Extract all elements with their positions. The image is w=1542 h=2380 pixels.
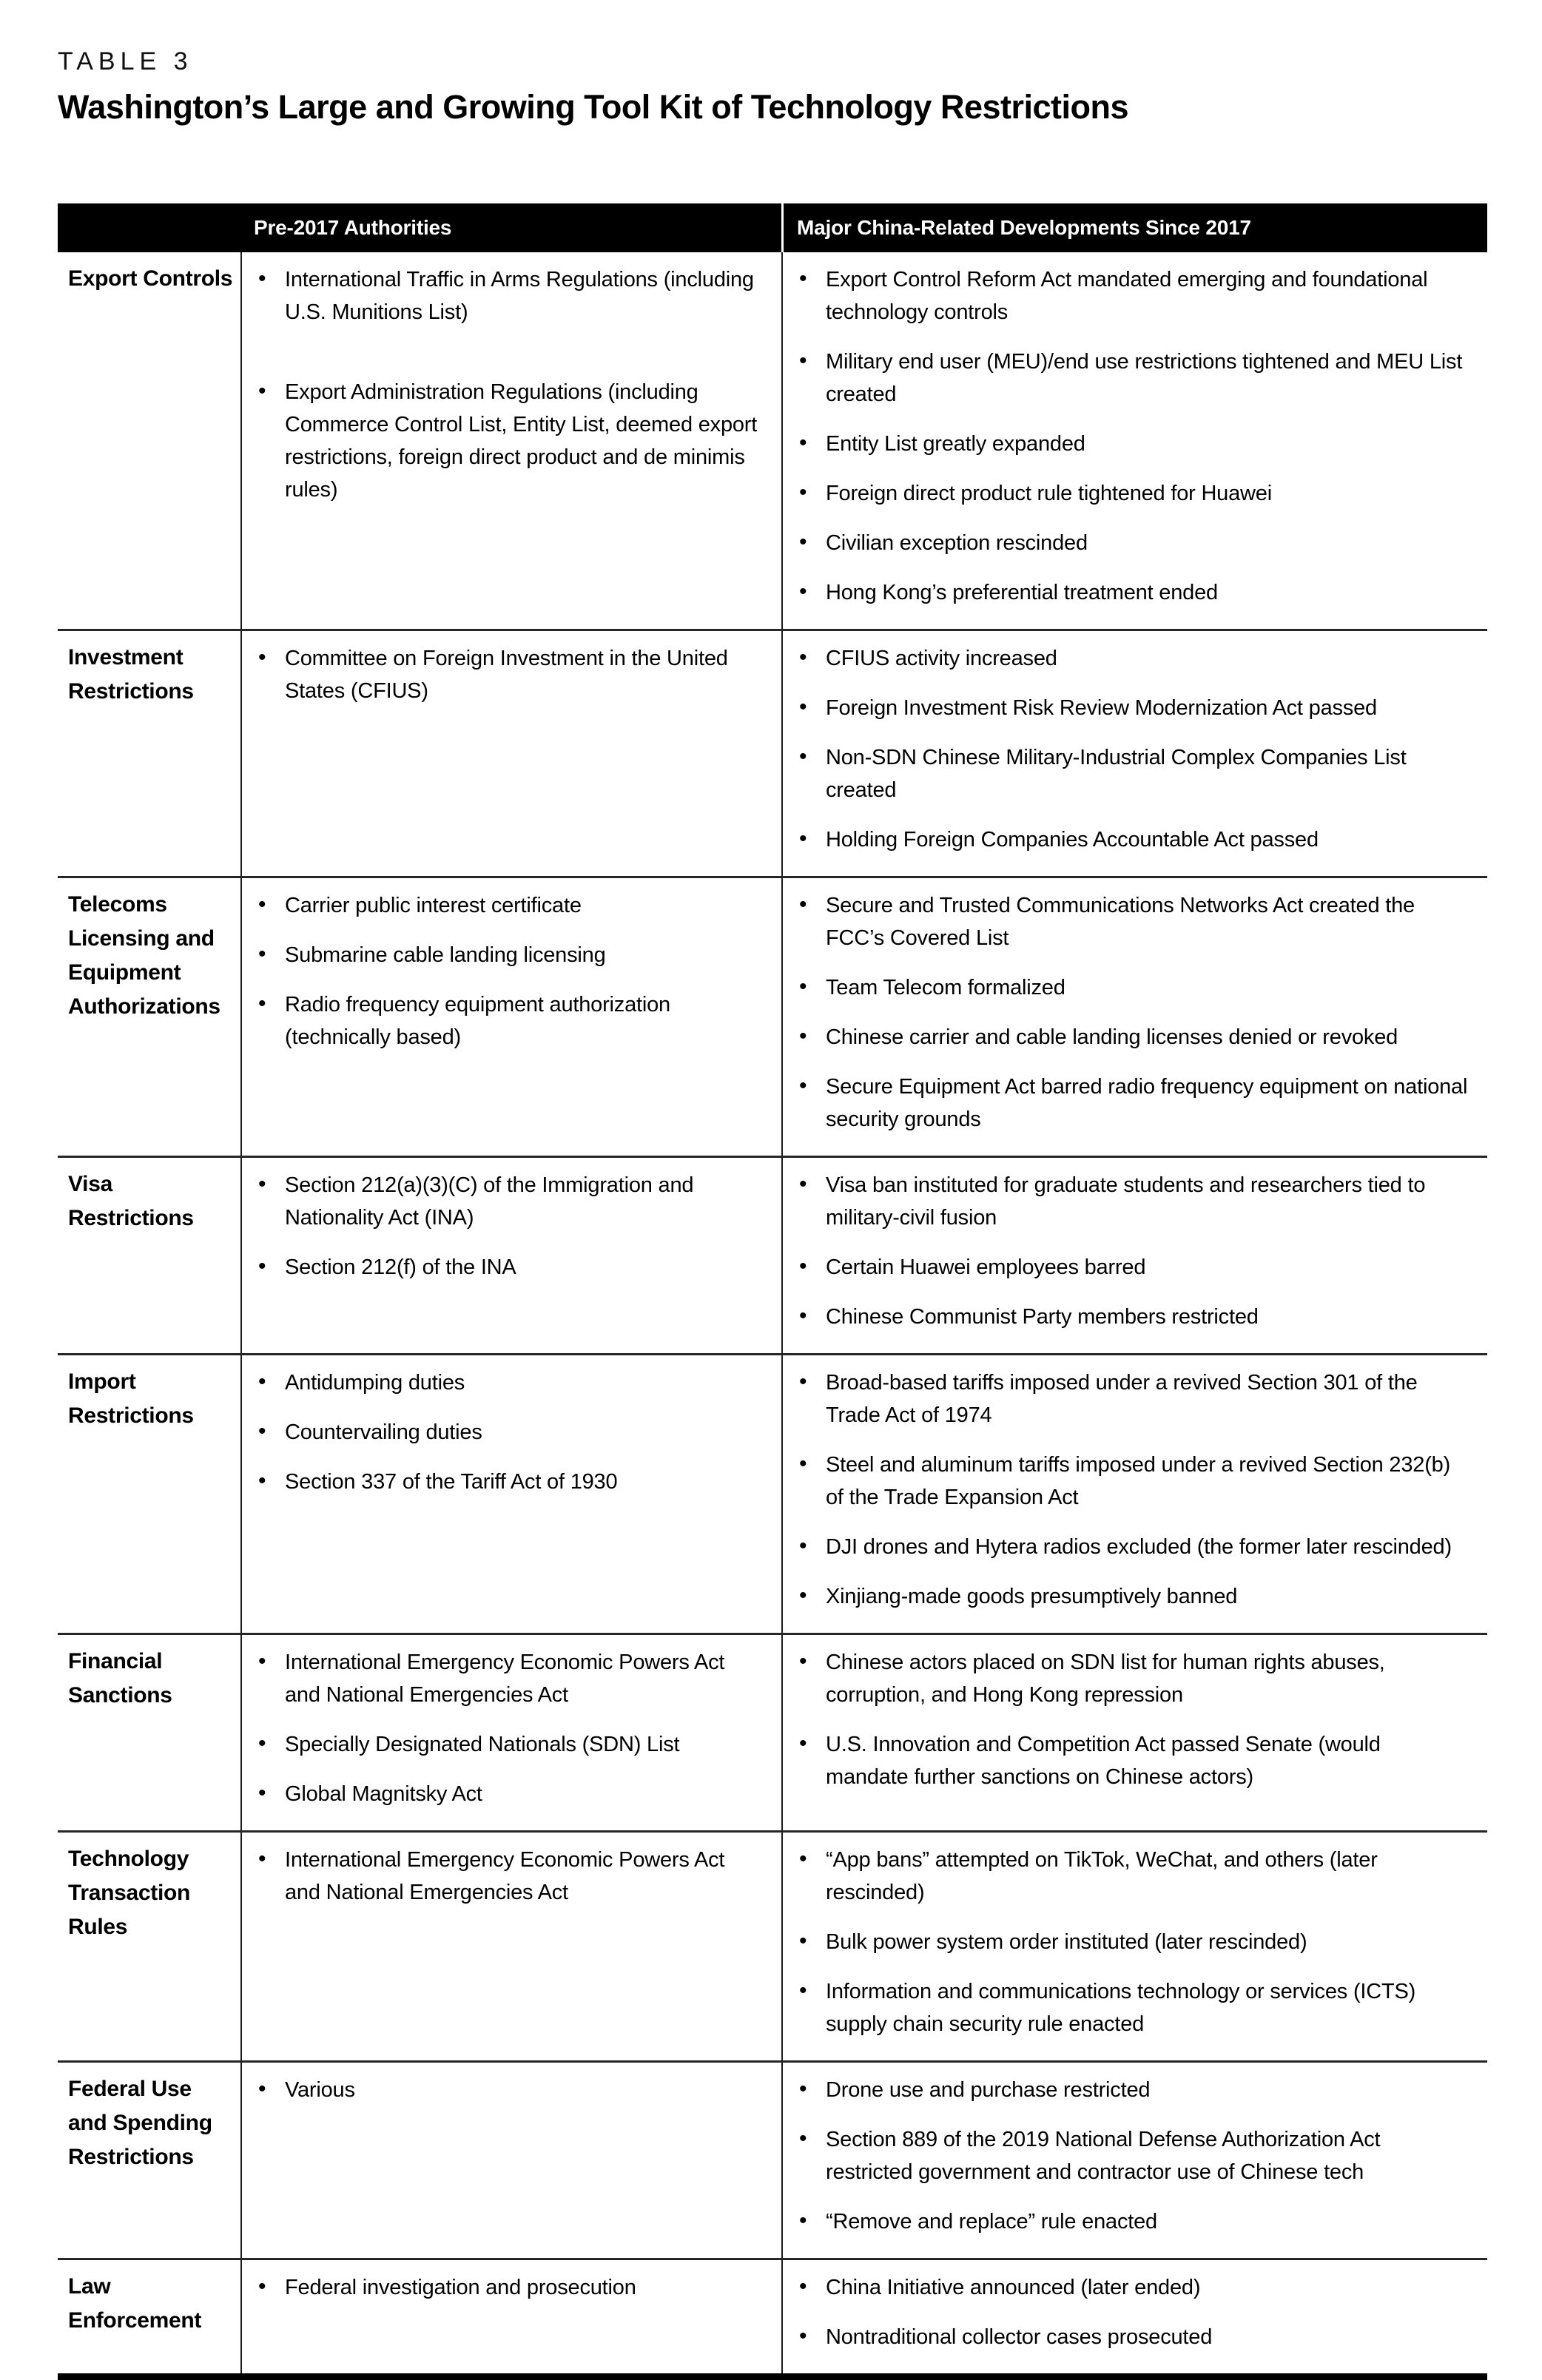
table-row	[58, 1633, 1487, 1830]
bullet-item: • “App bans” attempted on TikTok, WeChat, and others (later rescinded)	[783, 1844, 1468, 1909]
bullet-item: • Global Magnitsky Act	[242, 1778, 762, 1810]
since-2017-list	[781, 1355, 1487, 1633]
row-category: Law Enforcement	[68, 2274, 202, 2333]
bullet-item: • Chinese actors placed on SDN list for human rights abuses, corruption, and Hong Kong repression	[783, 1646, 1468, 1711]
pre-2017-list	[240, 2260, 781, 2373]
table-row	[58, 629, 1487, 876]
bullet-item: • Non-SDN Chinese Military-Industrial Complex Companies List created	[783, 741, 1468, 806]
bullet-item: • Secure Equipment Act barred radio frequency equipment on national security grounds	[783, 1071, 1468, 1136]
bullet-item: • Visa ban instituted for graduate students and researchers tied to military-civil fusion	[783, 1169, 1468, 1234]
bullet-item: • DJI drones and Hytera radios excluded (the former later rescinded)	[783, 1531, 1468, 1563]
pre-2017-list	[240, 1833, 781, 2060]
bullet-item: • Steel and aluminum tariffs imposed under a revived Section 232(b) of the Trade Expansion Act	[783, 1449, 1468, 1514]
bullet-item: • Carrier public interest certificate	[242, 889, 762, 922]
bullet-item: • Foreign Investment Risk Review Modernization Act passed	[783, 692, 1468, 724]
bullet-item: • Section 212(a)(3)(C) of the Immigration and Nationality Act (INA)	[242, 1169, 762, 1234]
pre-2017-list	[240, 252, 781, 629]
pre-2017-list	[240, 1635, 781, 1830]
restrictions-table	[58, 203, 1487, 2380]
row-category: Telecoms Licensing and Equipment Authorizations	[68, 892, 220, 1019]
row-category: Technology Transaction Rules	[68, 1847, 191, 1939]
bullet-item: • International Emergency Economic Powers Act and National Emergencies Act	[242, 1844, 762, 1909]
bullet-item: • Holding Foreign Companies Accountable Act passed	[783, 823, 1468, 856]
table-row	[58, 1830, 1487, 2060]
bullet-item: • Section 889 of the 2019 National Defense Authorization Act restricted government and contractor use of Chinese tech	[783, 2123, 1468, 2188]
bullet-item: • Chinese Communist Party members restricted	[783, 1301, 1468, 1333]
bullet-item: • Countervailing duties	[242, 1416, 762, 1449]
pre-2017-list	[240, 1158, 781, 1353]
row-category: Visa Restrictions	[68, 1172, 194, 1230]
bullet-item: • Specially Designated Nationals (SDN) List	[242, 1728, 762, 1761]
table-row	[58, 876, 1487, 1156]
bullet-item: • Federal investigation and prosecution	[242, 2271, 762, 2304]
bullet-item: • Foreign direct product rule tightened for Huawei	[783, 477, 1468, 510]
bullet-item: • Hong Kong’s preferential treatment ended	[783, 576, 1468, 609]
header-cell-pre-2017: Pre-2017 Authorities	[58, 203, 781, 252]
page-title: Washington’s Large and Growing Tool Kit of Technology Restrictions	[58, 88, 1129, 126]
bullet-item: • Nontraditional collector cases prosecuted	[783, 2321, 1468, 2353]
bullet-item: • Radio frequency equipment authorization (technically based)	[242, 988, 762, 1054]
bullet-item: • Export Administration Regulations (including Commerce Control List, Entity List, deemed export restrictions, foreign direct product and de minimis rules)	[242, 376, 762, 506]
bullet-item: • International Emergency Economic Powers Act and National Emergencies Act	[242, 1646, 762, 1711]
since-2017-list	[781, 1158, 1487, 1353]
bullet-item: • Information and communications technology or services (ICTS) supply chain security rule enacted	[783, 1975, 1468, 2040]
table-row	[58, 2060, 1487, 2258]
bullet-item: • Xinjiang-made goods presumptively banned	[783, 1580, 1468, 1613]
since-2017-list	[781, 252, 1487, 629]
table-row	[58, 1353, 1487, 1633]
table-row	[58, 252, 1487, 629]
since-2017-list	[781, 2063, 1487, 2258]
row-category: Investment Restrictions	[68, 645, 194, 704]
bullet-item: • Civilian exception rescinded	[783, 527, 1468, 559]
bullet-item: • China Initiative announced (later ended)	[783, 2271, 1468, 2304]
pre-2017-list	[240, 878, 781, 1156]
bullet-item: • Chinese carrier and cable landing licenses denied or revoked	[783, 1021, 1468, 1054]
since-2017-list	[781, 1635, 1487, 1830]
bullet-item: • International Traffic in Arms Regulations (including U.S. Munitions List)	[242, 263, 762, 328]
bullet-item: • Export Control Reform Act mandated emerging and foundational technology controls	[783, 263, 1468, 328]
header-cell-since-2017: Major China-Related Developments Since 2017	[781, 203, 1487, 252]
bullet-item: • Broad-based tariffs imposed under a revived Section 301 of the Trade Act of 1974	[783, 1366, 1468, 1432]
since-2017-list	[781, 2260, 1487, 2373]
pre-2017-list	[240, 631, 781, 876]
bullet-item: • Section 337 of the Tariff Act of 1930	[242, 1466, 762, 1498]
row-category: Federal Use and Spending Restrictions	[68, 2077, 212, 2169]
bullet-item: • Section 212(f) of the INA	[242, 1251, 762, 1284]
bullet-item: • Bulk power system order instituted (later rescinded)	[783, 1926, 1468, 1958]
bullet-item: • Drone use and purchase restricted	[783, 2074, 1468, 2106]
bullet-item: • Antidumping duties	[242, 1366, 762, 1399]
table-body	[58, 252, 1487, 2373]
table-label: TABLE 3	[58, 47, 193, 75]
bullet-item: • Secure and Trusted Communications Networks Act created the FCC’s Covered List	[783, 889, 1468, 954]
row-category: Export Controls	[68, 266, 233, 291]
bullet-item: • Committee on Foreign Investment in the United States (CFIUS)	[242, 642, 762, 707]
since-2017-list	[781, 631, 1487, 876]
bullet-item: • Military end user (MEU)/end use restrictions tightened and MEU List created	[783, 345, 1468, 411]
bullet-item: • CFIUS activity increased	[783, 642, 1468, 675]
row-category: Import Restrictions	[68, 1369, 194, 1428]
bullet-item: • Various	[242, 2074, 762, 2106]
since-2017-list	[781, 1833, 1487, 2060]
table-header-row	[58, 203, 1487, 252]
bullet-item: • Submarine cable landing licensing	[242, 939, 762, 971]
table-row	[58, 2258, 1487, 2373]
bullet-item: • Certain Huawei employees barred	[783, 1251, 1468, 1284]
bullet-item: • Entity List greatly expanded	[783, 428, 1468, 460]
bullet-item: • Team Telecom formalized	[783, 971, 1468, 1004]
pre-2017-list	[240, 2063, 781, 2258]
since-2017-list	[781, 878, 1487, 1156]
row-category: Financial Sanctions	[68, 1649, 172, 1708]
bullet-item: • “Remove and replace” rule enacted	[783, 2205, 1468, 2238]
pre-2017-list	[240, 1355, 781, 1633]
bullet-item: • U.S. Innovation and Competition Act passed Senate (would mandate further sanctions on Chinese actors)	[783, 1728, 1468, 1793]
table-row	[58, 1156, 1487, 1353]
